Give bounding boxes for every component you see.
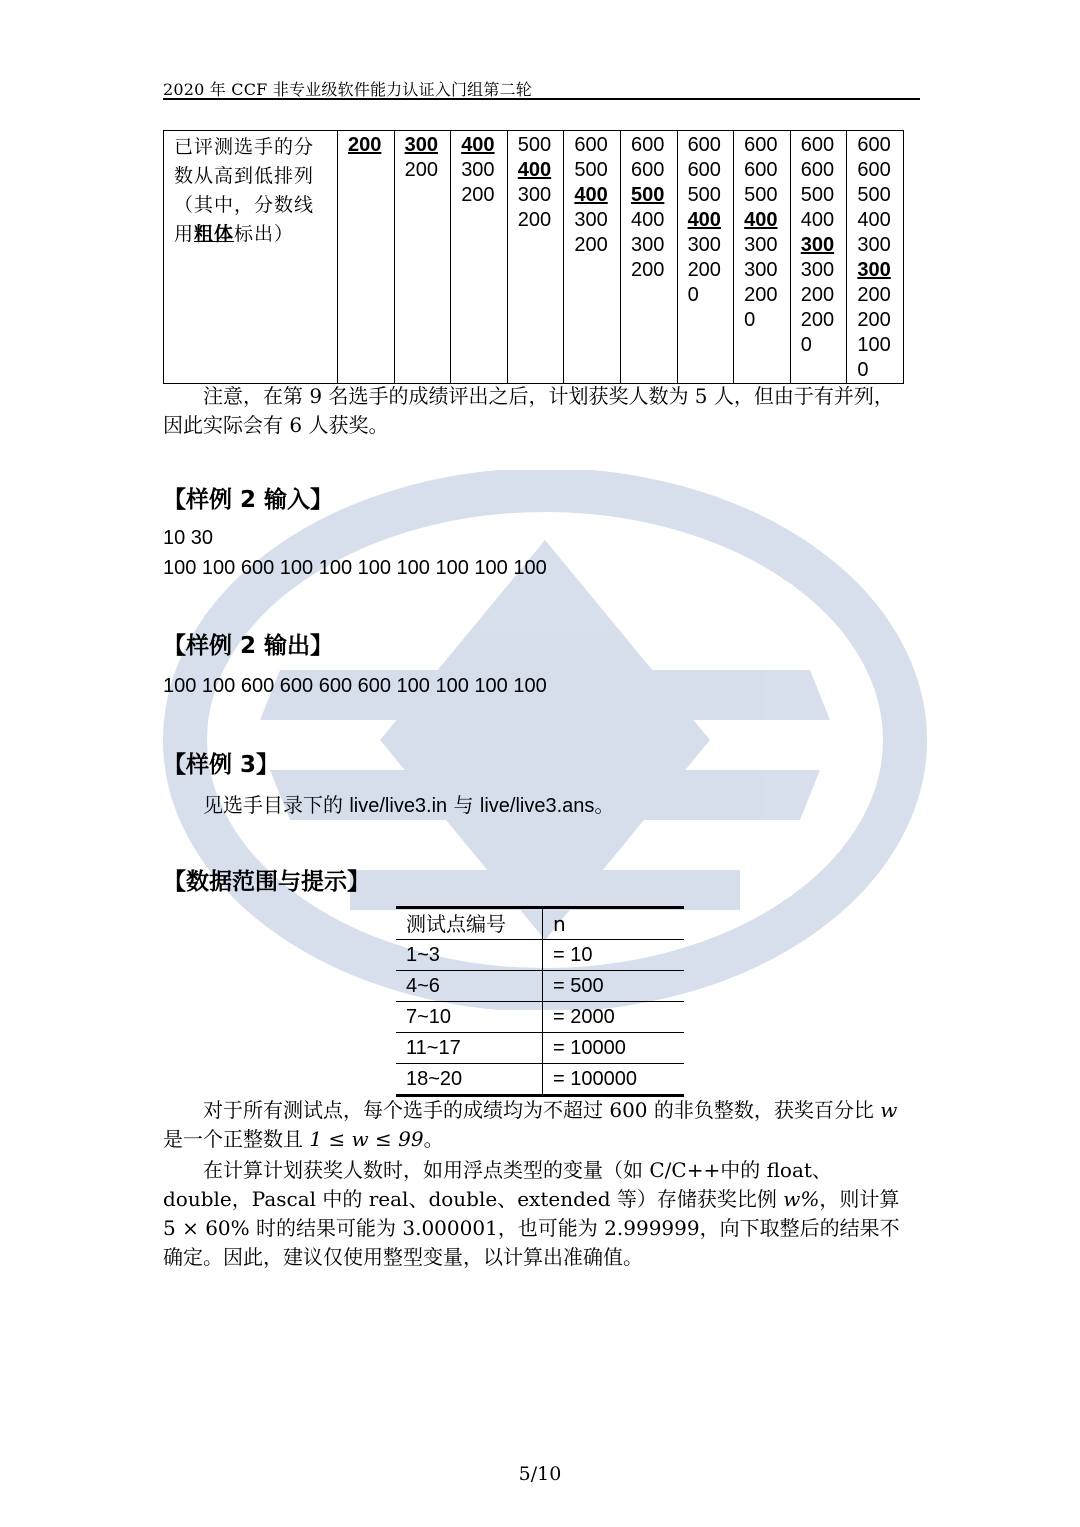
hint-math: 5 × 60%	[163, 1216, 250, 1240]
score-value: 600	[744, 159, 778, 181]
score-value: 0	[857, 359, 869, 381]
hint-text: ，向下取整后的结果不确定。因此，建议仅使用整型变量，以计算出准确值。	[163, 1216, 900, 1269]
hint-text: ，则计算	[819, 1187, 900, 1211]
ranking-column	[451, 131, 508, 384]
score-value: 200	[517, 209, 552, 231]
score-value: 500	[517, 134, 552, 156]
score-value: 500	[687, 184, 721, 206]
score-value: 300	[744, 259, 778, 281]
sample3-paragraph	[203, 791, 948, 821]
range-cell: 1~3	[396, 940, 543, 971]
score-line-value: 200	[348, 134, 382, 156]
hint-paragraph-2	[163, 1156, 908, 1272]
label-text: 标出）	[234, 223, 295, 245]
ranking-column	[677, 131, 734, 384]
hint-text: 。	[423, 1127, 444, 1151]
score-value: 200	[800, 309, 835, 331]
ranking-column	[338, 131, 395, 384]
score-value: 200	[857, 309, 891, 331]
range-cell: = 10	[553, 944, 593, 966]
sample2-output-heading: 【样例 2 输出】	[163, 633, 334, 659]
ranking-column	[790, 131, 847, 384]
score-value: 500	[857, 184, 891, 206]
hint-math: w	[880, 1098, 898, 1122]
range-row	[396, 940, 684, 971]
score-value: 400	[857, 209, 891, 231]
score-value: 600	[800, 134, 835, 156]
ranking-row	[164, 131, 904, 384]
score-value: 400	[630, 209, 665, 231]
score-line-value: 400	[744, 209, 778, 231]
score-value: 0	[800, 334, 812, 356]
range-row	[396, 1064, 684, 1096]
sample3-text: 见选手目录下的	[203, 793, 343, 817]
score-value: 300	[574, 209, 608, 231]
score-value: 200	[630, 259, 665, 281]
range-row	[396, 1002, 684, 1033]
score-value: 300	[461, 159, 495, 181]
hint-math-range: 1 ≤ w ≤ 99	[309, 1127, 424, 1151]
sample3-text: 。	[594, 793, 615, 817]
label-line: 已评测选手的分	[174, 136, 315, 158]
score-line-value: 400	[461, 134, 495, 156]
score-line-value: 400	[687, 209, 721, 231]
score-value: 600	[574, 134, 608, 156]
range-cell: 4~6	[396, 971, 543, 1002]
score-value: 200	[687, 259, 721, 281]
sample3-file-ans: live/live3.ans	[479, 795, 595, 817]
range-cell: = 10000	[553, 1037, 626, 1059]
score-value: 300	[857, 234, 891, 256]
label-bold-text: 粗体	[194, 223, 235, 245]
range-cell: = 500	[553, 975, 604, 997]
hint-text: 时的结果可能为	[256, 1216, 397, 1240]
range-cell: 18~20	[396, 1064, 543, 1096]
range-row	[396, 971, 684, 1002]
ranking-label-cell	[164, 131, 338, 384]
score-value: 300	[687, 234, 721, 256]
ranking-column	[734, 131, 791, 384]
score-value: 600	[744, 134, 778, 156]
range-header-row	[396, 908, 684, 940]
sample2-input-heading: 【样例 2 输入】	[163, 487, 334, 513]
sample3-file-in: live/live3.in	[349, 795, 448, 817]
sample2-input-line: 10 30	[163, 527, 214, 549]
score-value: 500	[800, 184, 835, 206]
hint-number: 2.999999	[604, 1216, 700, 1240]
ranking-column	[847, 131, 904, 384]
sample2-input-line: 100 100 600 100 100 100 100 100 100 100	[163, 557, 547, 579]
score-value: 600	[630, 159, 665, 181]
score-value: 0	[687, 284, 699, 306]
hint-number: 3.000001	[402, 1216, 498, 1240]
ranking-column	[507, 131, 564, 384]
hint-math: w%	[783, 1187, 820, 1211]
score-value: 600	[687, 159, 721, 181]
score-value: 500	[574, 159, 608, 181]
data-range-table	[396, 906, 684, 1097]
score-value: 600	[800, 159, 835, 181]
score-value: 600	[687, 134, 721, 156]
score-value: 200	[857, 284, 891, 306]
range-header-cell: n	[553, 912, 566, 936]
score-value: 0	[744, 309, 756, 331]
score-value: 200	[744, 284, 778, 306]
note-paragraph: 注意，在第 9 名选手的成绩评出之后，计划获奖人数为 5 人，但由于有并列，因此实际会有 6 人获奖。	[163, 384, 894, 437]
score-value: 300	[630, 234, 665, 256]
score-line-value: 400	[517, 159, 552, 181]
sample3-heading: 【样例 3】	[163, 752, 280, 778]
label-line	[174, 220, 329, 249]
sample3-text: 与	[453, 793, 474, 817]
page-number: 5/10	[518, 1463, 562, 1485]
score-value: 600	[857, 134, 891, 156]
hint-text: ，也可能为	[497, 1216, 598, 1240]
score-line-value: 300	[404, 134, 438, 156]
score-value: 500	[744, 184, 778, 206]
label-line: （其中，分数线	[174, 194, 315, 216]
hint-text: 的非负整数，获奖百分比	[653, 1098, 874, 1122]
label-text: 用	[174, 223, 195, 245]
score-line-value: 300	[800, 234, 835, 256]
hint-text: 是一个正整数且	[163, 1127, 303, 1151]
score-line-value: 300	[857, 259, 891, 281]
header-title: 2020 年 CCF 非专业级软件能力认证入门组第二轮	[163, 80, 532, 99]
header-rule	[163, 98, 920, 100]
score-value: 400	[800, 209, 835, 231]
data-range-heading: 【数据范围与提示】	[163, 869, 370, 895]
ranking-column	[564, 131, 621, 384]
score-value: 200	[404, 159, 438, 181]
label-line: 数从高到低排列	[174, 165, 315, 187]
score-value: 600	[857, 159, 891, 181]
score-value: 300	[517, 184, 552, 206]
ranking-column	[394, 131, 451, 384]
range-cell: 11~17	[396, 1033, 543, 1064]
score-value: 200	[461, 184, 495, 206]
score-line-value: 400	[574, 184, 608, 206]
ranking-column	[620, 131, 677, 384]
range-cell: = 2000	[553, 1006, 615, 1028]
score-value: 200	[800, 284, 835, 306]
ranking-table	[163, 130, 904, 384]
score-line-value: 500	[630, 184, 665, 206]
sample2-output-line: 100 100 600 600 600 600 100 100 100 100	[163, 675, 547, 697]
score-value: 600	[630, 134, 665, 156]
hint-number: 600	[609, 1098, 648, 1122]
score-value: 200	[574, 234, 608, 256]
range-row	[396, 1033, 684, 1064]
score-value: 300	[744, 234, 778, 256]
hint-text: 对于所有测试点，每个选手的成绩均为不超过	[203, 1098, 603, 1122]
range-cell: = 100000	[553, 1068, 637, 1090]
range-header-cell: 测试点编号	[396, 908, 543, 940]
range-cell: 7~10	[396, 1002, 543, 1033]
score-value: 100	[857, 334, 891, 356]
hint-text: 在计算计划获奖人数时，如用浮点类型的变量（如 C/C++中的 float、double，Pascal 中的 real、double、extended 等）存储获奖比例	[163, 1158, 832, 1211]
score-value: 300	[800, 259, 835, 281]
hint-paragraph-1	[163, 1096, 908, 1154]
